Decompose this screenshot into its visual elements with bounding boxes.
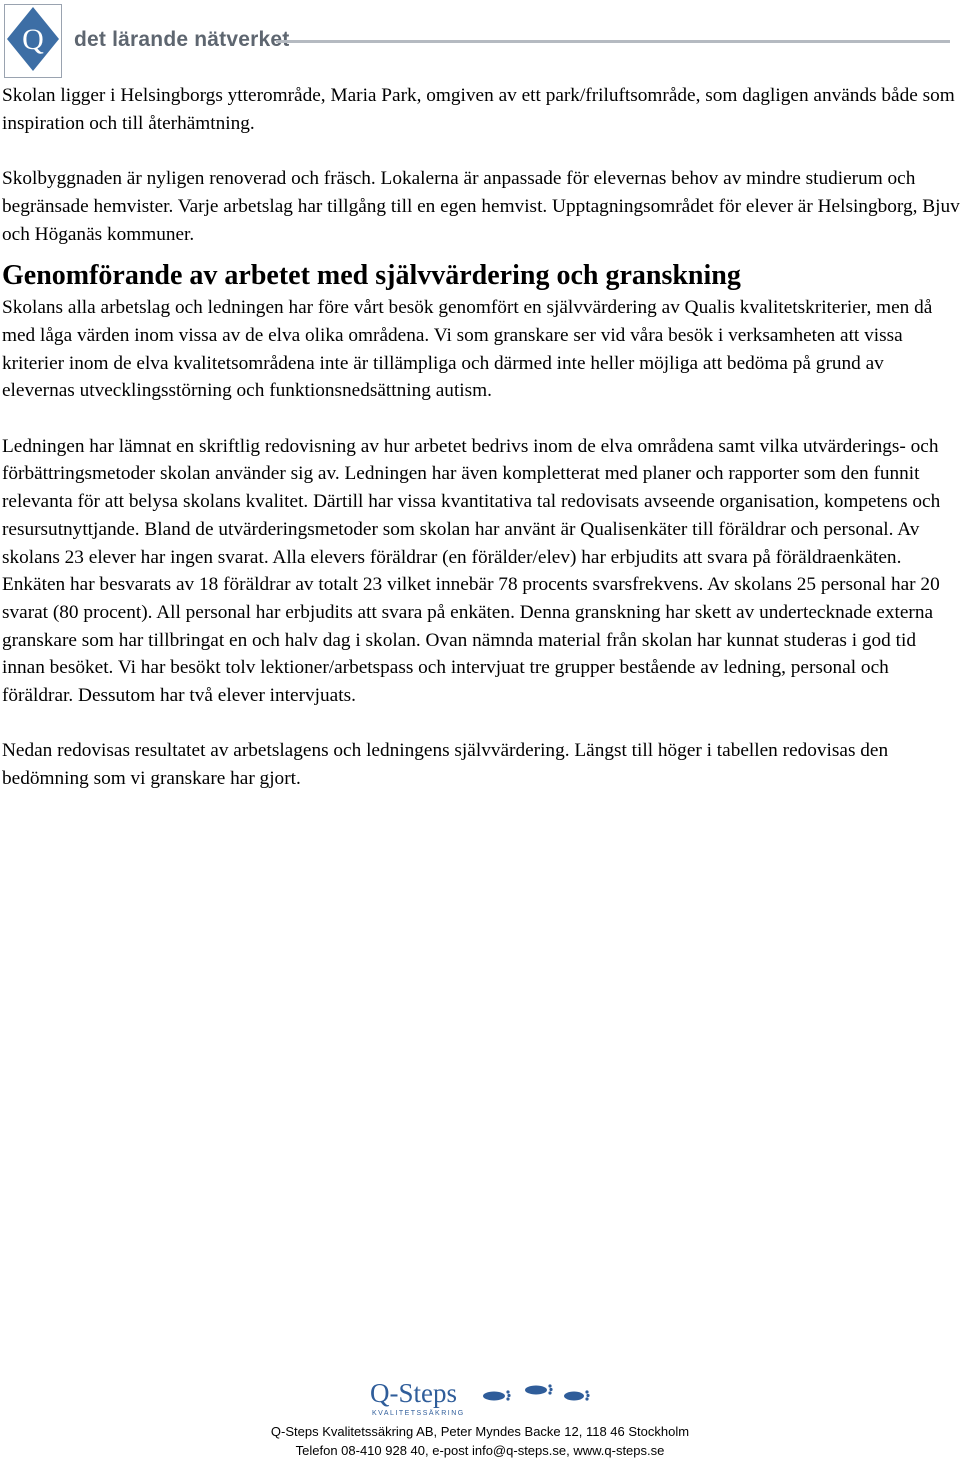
footprints-icon: [483, 1384, 590, 1400]
paragraph-management-report: Ledningen har lämnat en skriftlig redovisning av hur arbetet bedrivs inom de elva områdena samt vilka utvärderings- och förbättringsmetoder skolan använder sig av. Ledningen har även kompletterat med planer och rapporter som den funnit relevanta för att belysa skolans kvalitet. Därtill har vissa kvantitativa tal redovisats avseende organisation, kompetens och resursutnyttjande. Bland de utvärderingsmetoder som skolan har använt är Qualisenkäter till föräldrar och personal. Av skolans 23 elever har ingen svarat. Alla elevers föräldrar (en förälder/elev) har erbjudits att svara på föräldraenkäten. Enkäten har besvarats av 18 föräldrar av totalt 23 vilket innebär 78 procents svarsfrekvens. Av skolans 25 personal har 20 svarat (80 procent). All personal har erbjudits att svara på enkäten. Denna granskning har skett av undertecknade externa granskare som har tillbringat en och halv dag i skolan. Ovan nämnda material från skolan har kunnat studeras i god tid innan besöket. Vi har besökt tolv lektioner/arbetspass och intervjuat tre grupper bestående av ledning, personal och föräldrar. Dessutom har två elever intervjuats.: [2, 435, 941, 707]
footer-logo-subtext: KVALITETSSÄKRING: [372, 1410, 465, 1417]
q-logo: [4, 4, 62, 78]
header-divider: [276, 40, 950, 43]
footer-logo-text: Q-Steps: [370, 1378, 457, 1408]
svg-text:Q: Q: [22, 23, 44, 56]
paragraph-location: Skolan ligger i Helsingborgs ytterområde, Maria Park, omgiven av ett park/friluftsområde, som dagligen används både som inspiration och till återhämtning.: [2, 85, 955, 134]
paragraph-building: Skolbyggnaden är nyligen renoverad och fräsch. Lokalerna är anpassade för elevernas behov av mindre studierum och begränsade hemvister. Varje arbetslag har tillgång till en egen hemvist. Upptagningsområdet för elever är Helsingborg, Bjuv och Höganäs kommuner.: [2, 168, 960, 245]
footer-address: Q-Steps Kvalitetssäkring AB, Peter Myndes Backe 12, 118 46 Stockholm: [270, 1424, 690, 1439]
footer-contact: Telefon 08-410 928 40, e-post info@q-steps.se, www.q-steps.se: [295, 1443, 665, 1458]
q-steps-logo: [368, 1376, 592, 1418]
header-logo-text: det lärande nätverket: [74, 28, 290, 51]
document-body: [2, 82, 960, 793]
q-diamond-icon: [5, 5, 61, 77]
section-heading: Genomförande av arbetet med självvärdering och granskning: [2, 260, 741, 292]
paragraph-results-intro: Nedan redovisas resultatet av arbetslagens och ledningens självvärdering. Längst till höger i tabellen redovisas den bedömning som vi granskare har gjort.: [2, 740, 889, 790]
paragraph-self-evaluation: Skolans alla arbetslag och ledningen har före vårt besök genomfört en självvärdering av Qualis kvalitetskriterier, men då med låga värden inom vissa av de elva olika områdena. Vi som granskare ser vid våra besök i verksamheten att vissa kriterier inom de elva kvalitetsområdena inte är tillämpliga och därmed inte heller möjliga att bedöma på grund av elevernas utvecklingsstörning och funktionsnedsättning autism.: [2, 297, 933, 402]
